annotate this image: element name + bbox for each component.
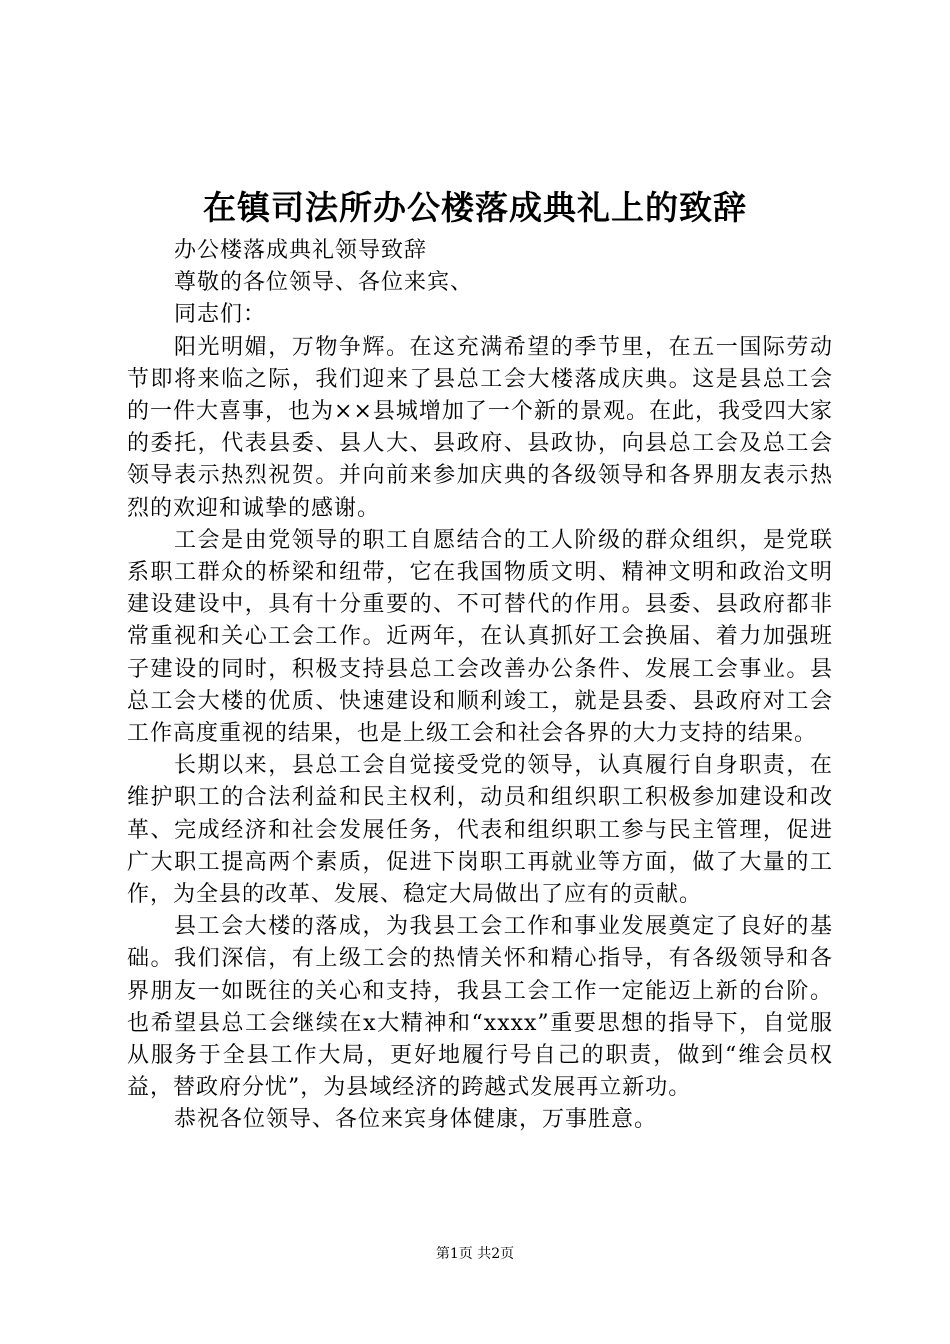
paragraph-body-1: 阳光明媚，万物争辉。在这充满希望的季节里，在五一国际劳动节即将来临之际，我们迎来了县总工会大楼落成庆典。这是县总工会的一件大喜事，也为××县城增加了一个新的景观。在此，我受四大家的委托，代表县委、县人大、县政府、县政协，向县总工会及总工会领导表示热烈祝贺。并向前来参加庆典的各级领导和各界朋友表示热烈的欢迎和诚挚的感谢。 — [127, 334, 833, 521]
paragraph-body-3: 长期以来，县总工会自觉接受党的领导，认真履行自身职责，在维护职工的合法利益和民主权利，动员和组织职工积极参加建设和改革、完成经济和社会发展任务，代表和组织职工参与民主管理，促进广大职工提高两个素质，促进下岗职工再就业等方面，做了大量的工作，为全县的改革、发展、稳定大局做出了应有的贡献。 — [127, 753, 833, 908]
page-title: 在镇司法所办公楼落成典礼上的致辞 — [203, 188, 747, 227]
page-number: 第1页 共2页 — [435, 1246, 515, 1262]
paragraph-salutation: 尊敬的各位领导、各位来宾、 — [174, 270, 474, 296]
paragraph-body-2: 工会是由党领导的职工自愿结合的工人阶级的群众组织，是党联系职工群众的桥梁和纽带，它在我国物质文明、精神文明和政治文明建设建设中，具有十分重要的、不可替代的作用。县委、县政府都非常重视和关心工会工作。近两年，在认真抓好工会换届、着力加强班子建设的同时，积极支持县总工会改善办公条件、发展工会事业。县总工会大楼的优质、快速建设和顺利竣工，就是县委、县政府对工会工作高度重视的结果，也是上级工会和社会各界的大力支持的结果。 — [127, 527, 833, 747]
paragraph-subtitle: 办公楼落成典礼领导致辞 — [174, 238, 428, 263]
paragraph-salutation-cont: 同志们： — [174, 302, 267, 328]
paragraph-closing: 恭祝各位领导、各位来宾身体健康，万事胜意。 — [174, 1107, 658, 1133]
paragraph-body-4: 县工会大楼的落成，为我县工会工作和事业发展奠定了良好的基础。我们深信，有上级工会的热情关怀和精心指导，有各级领导和各界朋友一如既往的关心和支持，我县工会工作一定能迈上新的台阶。也希望县总工会继续在x大精神和“xxxx”重要思想的指导下，自觉服从服务于全县工作大局，更好地履行号自己的职责，做到“维会员权益，替政府分忧”，为县域经济的跨越式发展再立新功。 — [127, 914, 833, 1101]
document-body — [127, 235, 833, 1137]
